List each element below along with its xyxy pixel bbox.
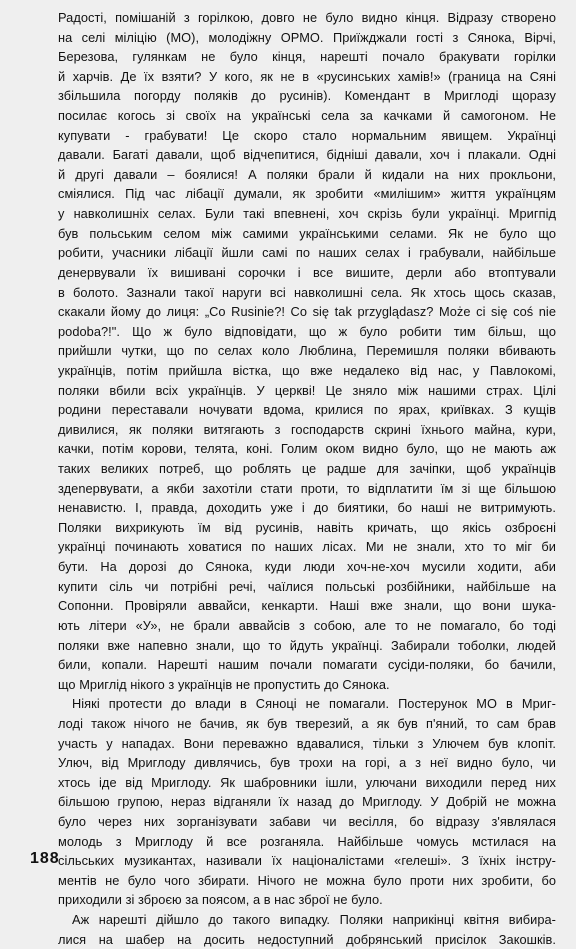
text-line: українців, потім прийшла вістка, що вже недалеко від нас, у Павлокомі, — [58, 362, 556, 378]
text-line: поляки вже напевно знали, що то йдуть українці. Забирали тоболки, людей — [58, 637, 556, 653]
text-line: купити сіль чи потрібні речі, чаїлися польські розбійники, найбільше на — [58, 578, 556, 594]
text-line: робити, учасники лібації йшли самі по наших селах і грабували, найбільше — [58, 245, 556, 261]
text-line: здenервувати, а якби захотіли стати проти, то відплатити їм зі ще більшою — [58, 480, 556, 496]
text-line: прийшли чутки, що по селах коло Люблина, Перемишля поляки вбивають — [58, 343, 556, 359]
page-number: 188 — [30, 850, 60, 867]
text-line: був польським селом між самими українськими селами. Як не було що — [58, 225, 556, 241]
text-line: у навколишніх селах. Були такі впевнені, хоч скрізь були українці. Мригпід — [58, 206, 556, 222]
text-line: Березова, гулянкам не було кінця, нарешті почало бракувати горілки — [58, 49, 556, 65]
text-line: podoba?!". Що ж було відповідати, що ж було робити тим більш, що — [58, 323, 556, 339]
text-line: сміялися. Під час лібації думали, як зробити «милішим» життя українцям — [58, 186, 556, 202]
text-line: більшою групою, нераз відганяли їх назад до Мриглоду. У Добрій не можна — [58, 794, 556, 810]
text-line: було через них зорганізувати забави чи весілля, бо відразу з'являлася — [58, 813, 556, 829]
text-line: Улюч, від Мриглоду дивлячись, був трохи на горі, а з неї видно було, чи — [58, 755, 556, 771]
text-line: поляки вбили всіх українців. У церкві! Це зняло між нашими страх. Цілі — [58, 382, 556, 398]
text-line: на селі міліцію (МО), молодіжну ОРМО. Приїжджали гості з Сянока, Вірчі, — [58, 29, 556, 45]
text-line: в болото. Зазнали такої наруги всі навколишні села. Як хтось щось сказав, — [58, 284, 556, 300]
text-line: лоді також нічого не бачив, як був тверезий, а як був п'яний, то сам брав — [58, 715, 556, 731]
text-line: Поляки вихрикують їм від русинів, навіть кричать, що якісь озброєні — [58, 519, 556, 535]
text-line: дивилися, як поляки витягають з господарств скрині їхнього майна, кури, — [58, 421, 556, 437]
text-line: скакали йому до лиця: „Co Rusinie?! Co się tak przyglądasz? Może ci się coś nie — [58, 304, 556, 320]
text-line: збільшила погорду поляків до русинів). Комендант в Мриглоді щоразу — [58, 88, 556, 104]
text-line: качки, потім корови, телята, коні. Голим оком видно було, що не мають аж — [58, 441, 556, 457]
text-line: таких великих потреб, що роблять це радше для зачіпки, щоб українців — [58, 461, 556, 477]
text-line: лися на шабер на досить недоступний добрянський присілок Закошків. — [58, 931, 556, 947]
text-line: хтось іде від Мриглоду. Як шабровники ішли, улючани виходили перед них — [58, 774, 556, 790]
text-line: сільських музикантах, називали їх націоналістами «гелеші». З їхніх інстру- — [58, 853, 556, 869]
text-line: й харчів. Де їх взяти? У кого, як не в «русинських хамів!» (граница на Сяні — [58, 68, 556, 84]
text-line: родини переставали ночувати вдома, крилися по ярах, криївках. З кущів — [58, 402, 556, 418]
text-line: ментів не було чого збирати. Нічого не можна було проти них зробити, бо — [58, 872, 556, 888]
text-line: купувати - грабувати! Це скоро стало нормальним явищем. Українці — [58, 127, 556, 143]
text-line: українці починають ховатися по наших лісах. Ми не знали, хто то міг би — [58, 539, 556, 555]
text-line: Радості, помішаній з горілкою, довго не було видно кінця. Відразу створено — [58, 10, 556, 25]
text-line: посилає когось зі своїх на українські села за качками й самогоном. Не — [58, 108, 556, 124]
text-line: ненавистю. І, правда, доходить уже і до биятики, бо наші не витримують. — [58, 500, 556, 516]
text-line: денервували їх вишивані сорочки і все вишите, дерли або втоптували — [58, 264, 556, 280]
text-line: ють літери «У», не брали аввайсів з собою, але то не помагало, бо тоді — [58, 617, 556, 633]
text-line: приходили зі зброєю за поясом, а в нас зброї не було. — [58, 892, 383, 908]
text-line: участь у нападах. Вони переважно вдавалися, тільки з Улючем був клопіт. — [58, 735, 556, 751]
text-line: давали. Багаті давали, щоб відчепитися, бідніші давали, хоч і плакали. Одні — [58, 147, 556, 163]
body-text — [58, 8, 556, 949]
text-line: молодь з Мриглоду й все розганяла. Найбільше чомусь мстилася на — [58, 833, 556, 849]
text-line: били, копали. Нарешті нашим почали помагати сусіди-поляки, бо бачили, — [58, 657, 556, 673]
text-line: що Мриглід нікого з українців не пропустить до Сянока. — [58, 676, 390, 692]
text-line: Ніякі протести до влади в Сяноці не помагали. Постерунок МО в Мриг- — [72, 696, 556, 712]
text-line: й другі давали – боялися! А поляки брали й кидали на них прокльони, — [58, 166, 556, 182]
text-line: бути. На дорозі до Сянока, куди люди хоч-не-хоч мусили ходити, аби — [58, 559, 556, 575]
text-line: Сопонни. Провіряли аввайси, кенкарти. Наші вже знали, що вони шука- — [58, 598, 556, 614]
text-line: Аж нарешті дійшло до такого випадку. Поляки наприкінці квітня вибира- — [72, 912, 556, 928]
